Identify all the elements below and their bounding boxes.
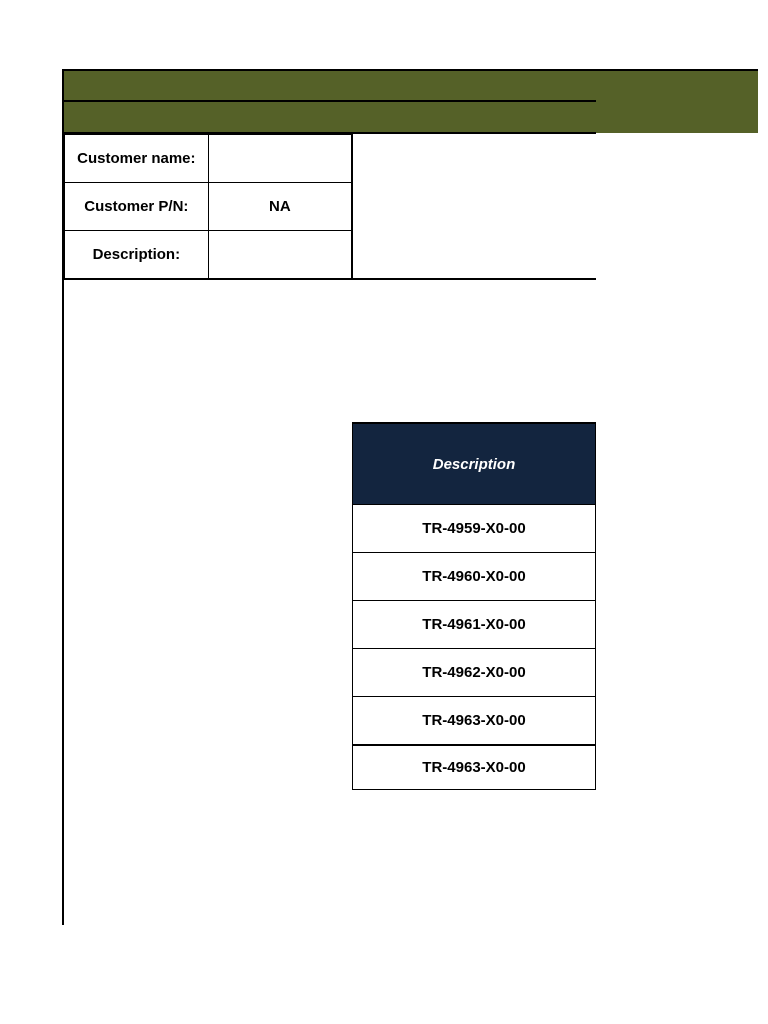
customer-pn-row (65, 183, 352, 231)
header-band-top (64, 69, 758, 103)
description-list-row (353, 649, 596, 697)
customer-info-table (64, 134, 352, 279)
description-list-header: Description (353, 423, 596, 505)
description-list-item[interactable]: TR-4963-X0-00 (353, 697, 596, 746)
header-band-bottom (64, 101, 758, 133)
description-list-header-row (353, 423, 596, 505)
description-list-row (353, 745, 596, 790)
description-list-item[interactable]: TR-4963-X0-00 (353, 745, 596, 790)
header-band-divider (64, 100, 596, 102)
customer-name-value[interactable] (208, 135, 351, 183)
info-bottom-line (64, 278, 596, 280)
description-list-item[interactable]: TR-4960-X0-00 (353, 553, 596, 601)
description-row (65, 231, 352, 279)
info-right-border (351, 133, 353, 279)
description-list-item[interactable]: TR-4959-X0-00 (353, 505, 596, 553)
customer-pn-label: Customer P/N: (65, 183, 209, 231)
customer-name-label: Customer name: (65, 135, 209, 183)
description-value[interactable] (208, 231, 351, 279)
description-list-row (353, 697, 596, 746)
description-list-item[interactable]: TR-4962-X0-00 (353, 649, 596, 697)
customer-pn-value[interactable]: NA (208, 183, 351, 231)
description-label: Description: (65, 231, 209, 279)
description-list-row (353, 601, 596, 649)
description-list-table (352, 422, 596, 790)
description-list-row (353, 553, 596, 601)
customer-name-row (65, 135, 352, 183)
description-list-row (353, 505, 596, 553)
description-list-item[interactable]: TR-4961-X0-00 (353, 601, 596, 649)
